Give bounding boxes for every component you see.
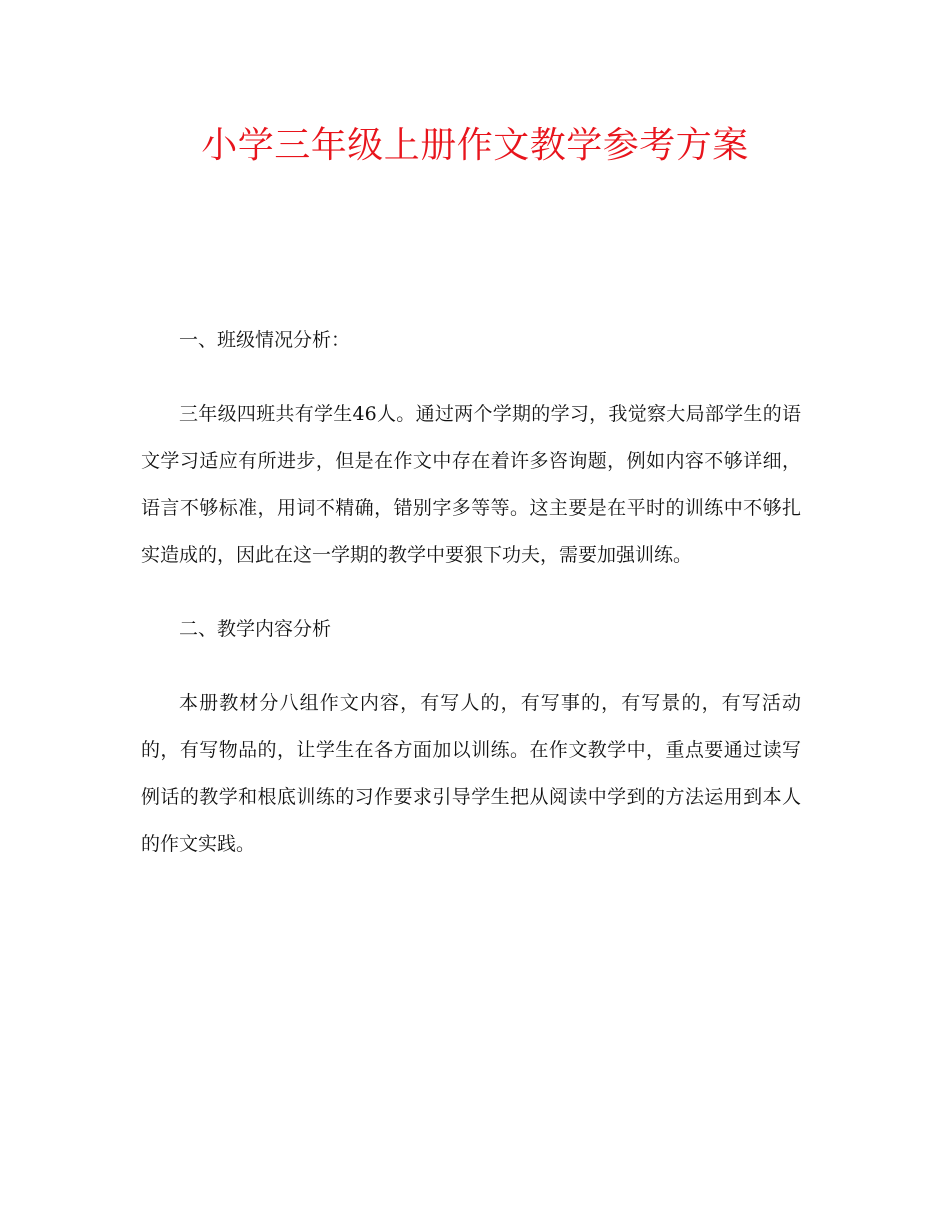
paragraph-content-analysis: 本册教材分八组作文内容，有写人的，有写事的，有写景的，有写活动的，有写物品的，让学生在各方面加以训练。在作文教学中，重点要通过读写例话的教学和根底训练的习作要求引导学生把从阅读中学到的方法运用到本人的作文实践。 bbox=[141, 692, 801, 855]
section-heading-class-analysis: 一、班级情况分析： bbox=[179, 329, 351, 351]
document-title: 小学三年级上册作文教学参考方案 bbox=[201, 125, 749, 166]
section-heading-content-analysis: 二、教学内容分析 bbox=[179, 618, 332, 640]
paragraph-class-analysis: 三年级四班共有学生46人。通过两个学期的学习，我觉察大局部学生的语文学习适应有所进步，但是在作文中存在着许多咨询题，例如内容不够详细，语言不够标准，用词不精确，错别字多等等。这主要是在平时的训练中不够扎实造成的，因此在这一学期的教学中要狠下功夫，需要加强训练。 bbox=[141, 403, 801, 566]
document-body bbox=[141, 317, 801, 868]
